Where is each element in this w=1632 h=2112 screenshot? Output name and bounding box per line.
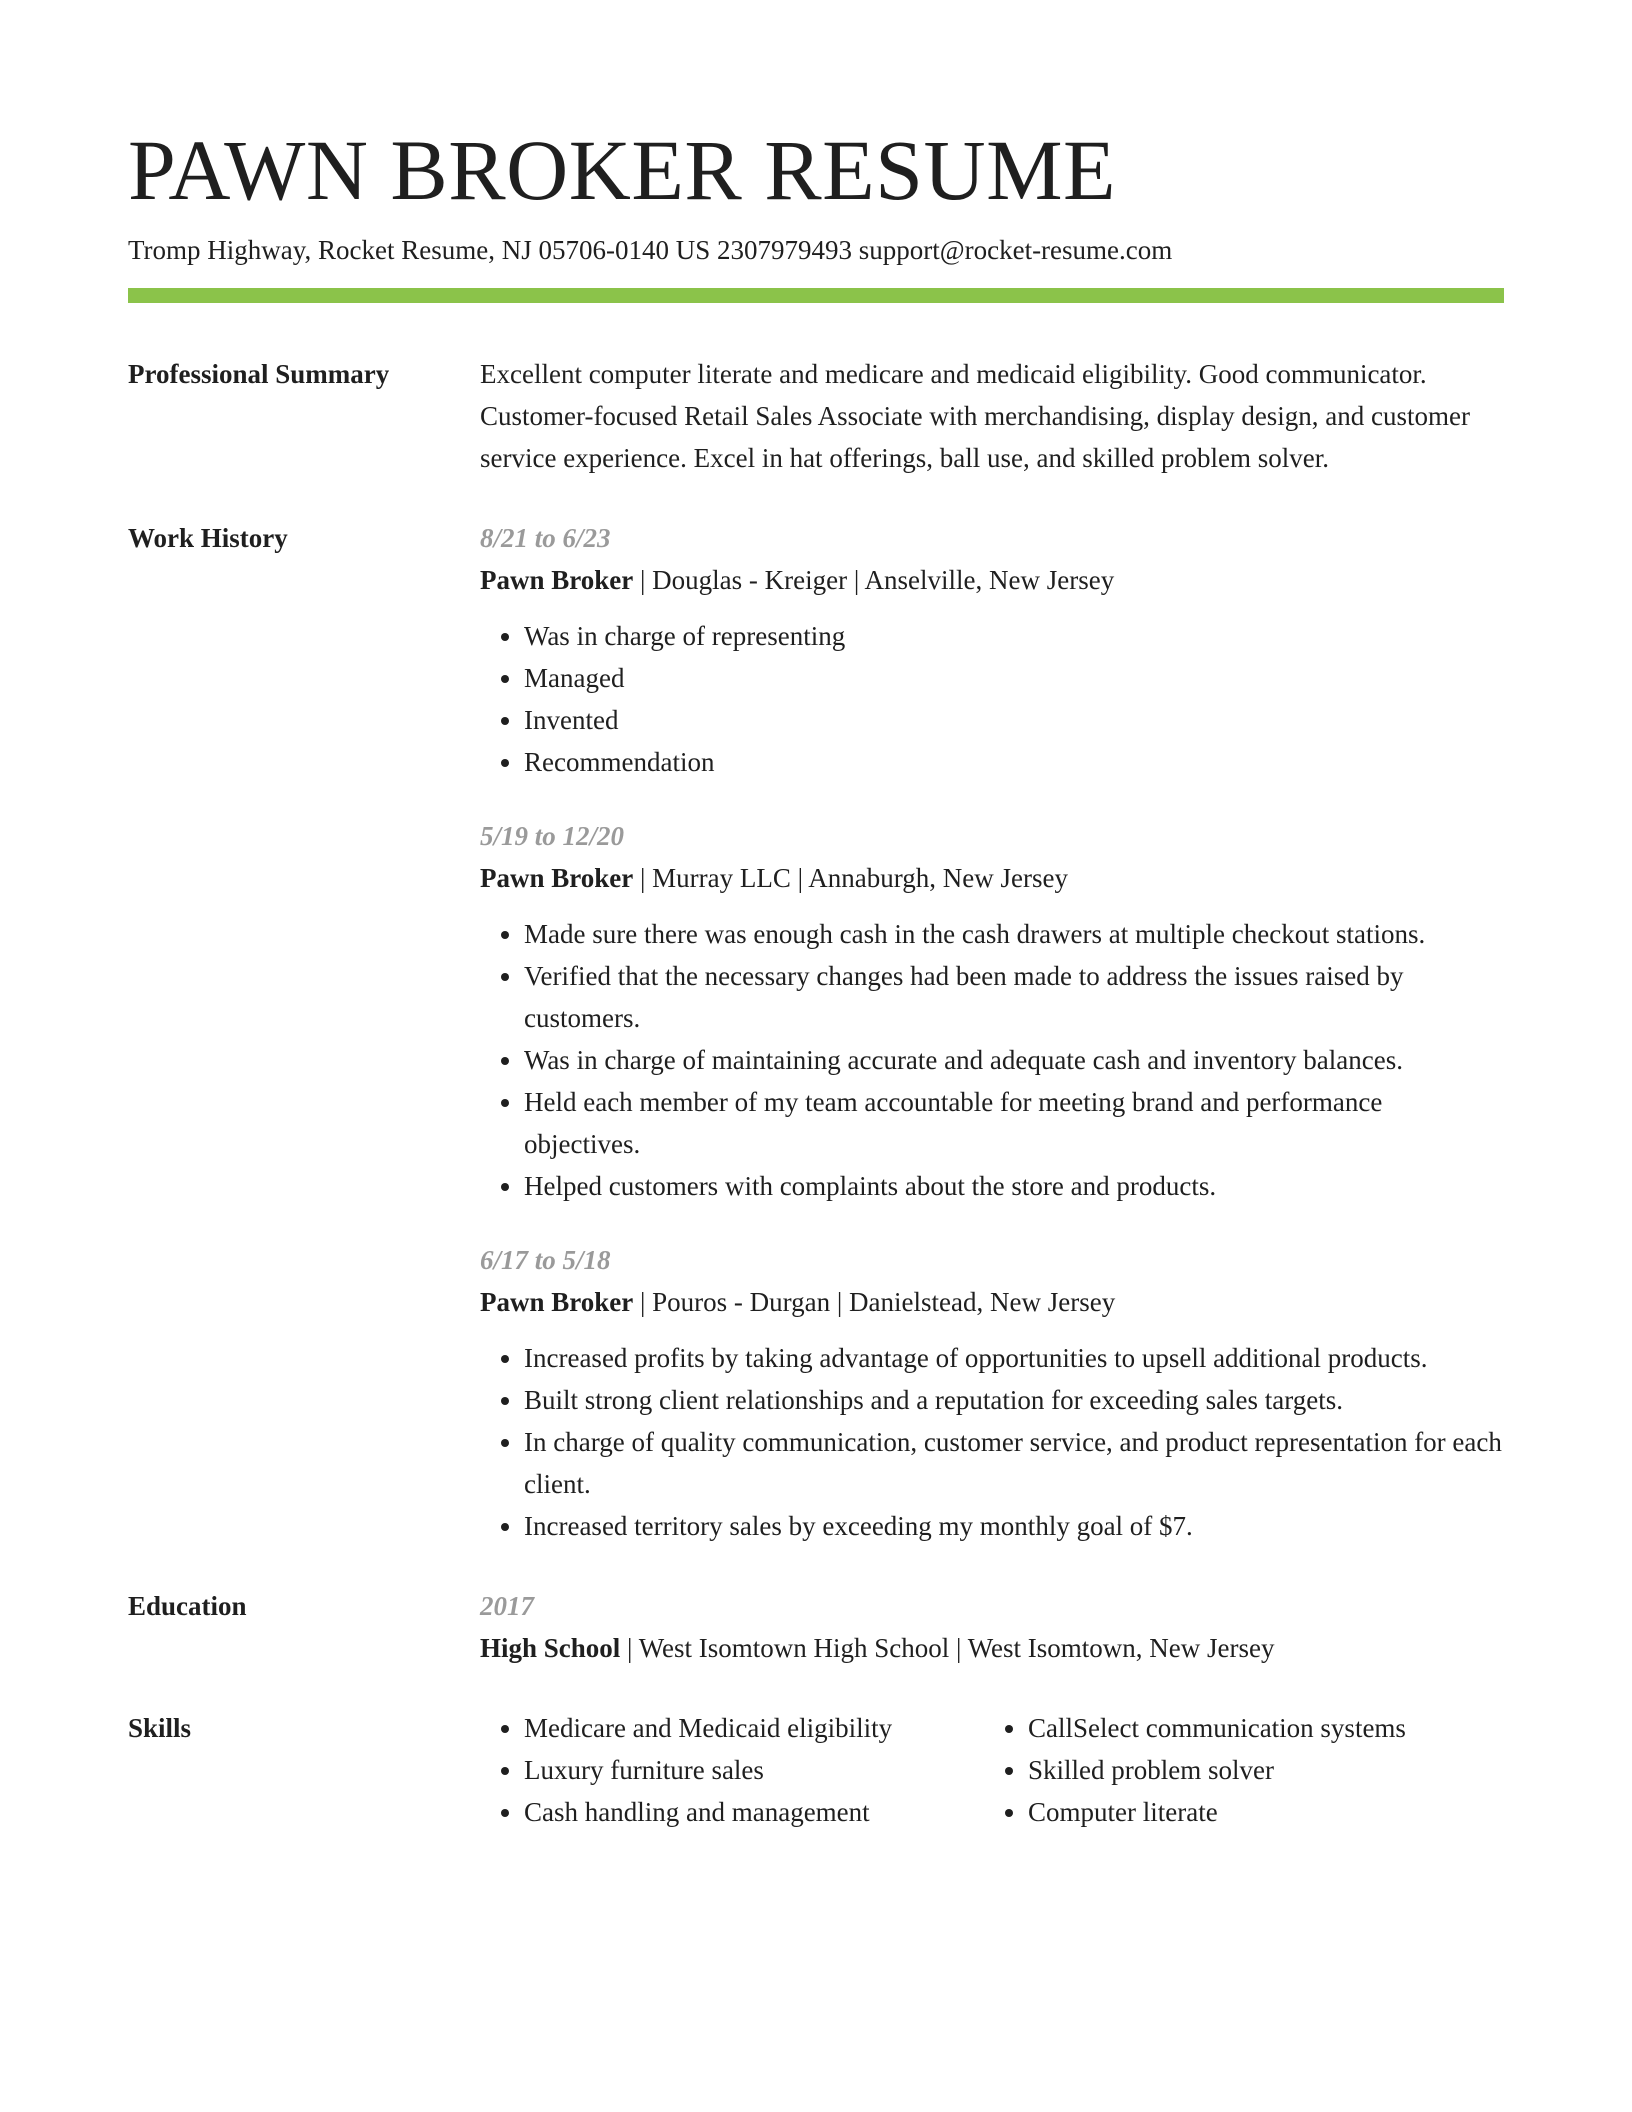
job-entry <box>480 517 1504 783</box>
skill-item: • Medicare and Medicaid eligibility <box>524 1707 984 1749</box>
skills-content <box>480 1707 1504 1833</box>
section-label-education: Education <box>128 1591 247 1621</box>
job-title: Pawn Broker <box>480 565 634 595</box>
skill-item: • Computer literate <box>1028 1791 1406 1833</box>
work-history-content <box>480 517 1504 1547</box>
job-bullet: • Built strong client relationships and a reputation for exceeding sales targets. <box>524 1379 1504 1421</box>
education-section <box>128 1585 1504 1669</box>
job-bullets <box>480 1337 1504 1547</box>
summary-section <box>128 353 1504 479</box>
education-heading <box>480 1627 1504 1669</box>
job-heading <box>480 857 1504 899</box>
skills-column-2 <box>984 1707 1406 1833</box>
job-bullet: • Verified that the necessary changes had been made to address the issues raised by customers. <box>524 955 1504 1039</box>
skill-item: • Skilled problem solver <box>1028 1749 1406 1791</box>
education-degree: High School <box>480 1633 621 1663</box>
skills-section <box>128 1707 1504 1833</box>
summary-text: Excellent computer literate and medicare and medicaid eligibility. Good communicator. Customer-focused Retail Sales Associate with merchandising, display design, and customer service experience. Excel in hat offerings, ball use, and skilled problem solver. <box>480 359 1471 473</box>
education-content <box>480 1585 1504 1669</box>
job-bullet: • Helped customers with complaints about the store and products. <box>524 1165 1504 1207</box>
job-entry <box>480 815 1504 1207</box>
skills-column-1 <box>480 1707 984 1833</box>
skill-item: • Cash handling and management <box>524 1791 984 1833</box>
skill-item: • Luxury furniture sales <box>524 1749 984 1791</box>
job-dates: 5/19 to 12/20 <box>480 821 625 851</box>
job-bullet: • Was in charge of representing <box>524 615 1504 657</box>
job-entry <box>480 1239 1504 1547</box>
resume-page <box>128 118 1504 1833</box>
job-dates: 6/17 to 5/18 <box>480 1245 611 1275</box>
job-details: | Pouros - Durgan | Danielstead, New Jersey <box>633 1287 1116 1317</box>
job-bullet: • Managed <box>524 657 1504 699</box>
job-title: Pawn Broker <box>480 1287 634 1317</box>
job-bullet: • Recommendation <box>524 741 1504 783</box>
job-heading <box>480 559 1504 601</box>
job-bullet: • Was in charge of maintaining accurate and adequate cash and inventory balances. <box>524 1039 1504 1081</box>
section-label-work: Work History <box>128 523 288 553</box>
job-details: | Douglas - Kreiger | Anselville, New Jersey <box>633 565 1115 595</box>
job-bullet: • Invented <box>524 699 1504 741</box>
job-details: | Murray LLC | Annaburgh, New Jersey <box>633 863 1068 893</box>
job-bullet: • Made sure there was enough cash in the cash drawers at multiple checkout stations. <box>524 913 1504 955</box>
education-details: | West Isomtown High School | West Isomtown, New Jersey <box>620 1633 1275 1663</box>
skill-item: • CallSelect communication systems <box>1028 1707 1406 1749</box>
section-label-skills: Skills <box>128 1713 192 1743</box>
job-bullets <box>480 615 1504 783</box>
job-bullet: • Held each member of my team accountable for meeting brand and performance objectives. <box>524 1081 1504 1165</box>
contact-info: Tromp Highway, Rocket Resume, NJ 05706-0140 US 2307979493 support@rocket-resume.com <box>128 235 1173 265</box>
header-divider <box>128 288 1504 303</box>
section-label-summary: Professional Summary <box>128 359 390 389</box>
job-title: Pawn Broker <box>480 863 634 893</box>
job-heading <box>480 1281 1504 1323</box>
job-dates: 8/21 to 6/23 <box>480 523 611 553</box>
education-year: 2017 <box>480 1591 534 1621</box>
job-bullet: • Increased profits by taking advantage of opportunities to upsell additional products. <box>524 1337 1504 1379</box>
job-bullet: • In charge of quality communication, customer service, and product representation for each client. <box>524 1421 1504 1505</box>
job-bullets <box>480 913 1504 1207</box>
work-history-section <box>128 517 1504 1547</box>
job-bullet: • Increased territory sales by exceeding my monthly goal of $7. <box>524 1505 1504 1547</box>
resume-title: PAWN BROKER RESUME <box>128 122 1117 218</box>
